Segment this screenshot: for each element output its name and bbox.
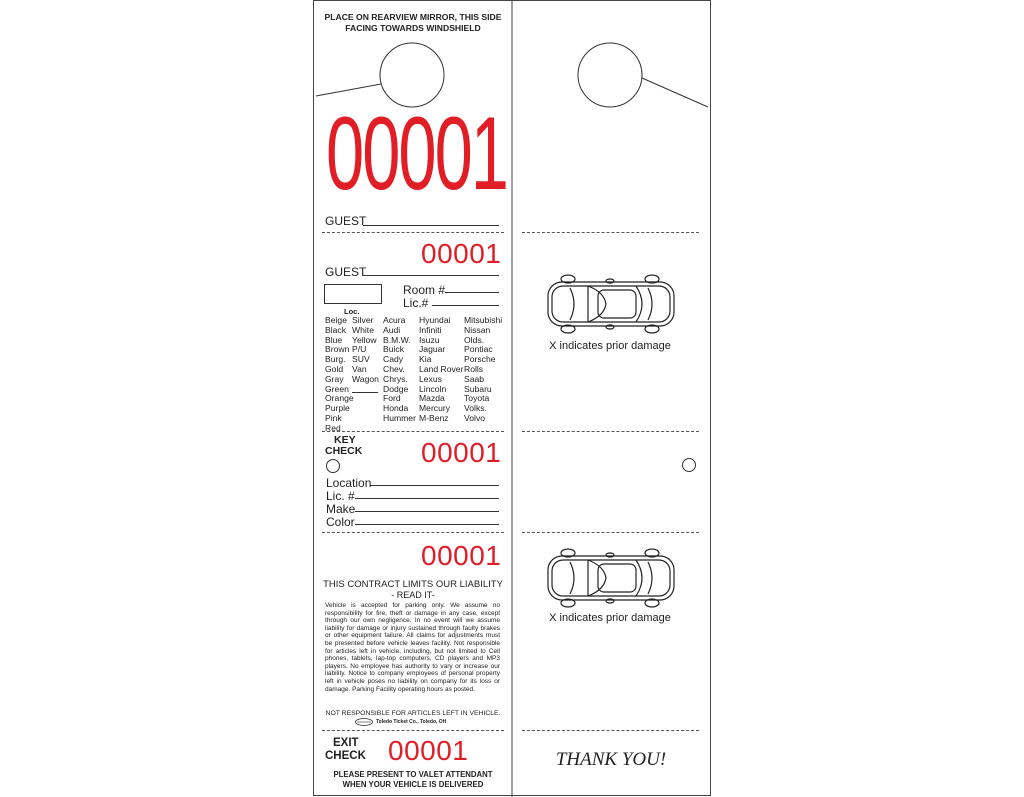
- guest-line: [363, 225, 499, 226]
- exit-word: EXIT: [333, 737, 359, 749]
- loc-label: Loc.: [344, 307, 360, 316]
- location-line: [370, 485, 499, 486]
- key-check-number: 00001: [421, 437, 502, 468]
- perforation: [322, 532, 504, 533]
- key-ring-hole: [326, 459, 340, 473]
- make-option: Hummer: [383, 412, 416, 423]
- make-option: Acura: [383, 315, 406, 325]
- make-option: Jaguar: [419, 344, 446, 355]
- exit-check-word: CHECK: [325, 749, 366, 762]
- present-instruction-1: PLEASE PRESENT TO VALET ATTENDANT: [333, 770, 493, 779]
- make-option: Porsche: [464, 354, 496, 365]
- guest-line-2: [363, 275, 499, 276]
- color-option: Black: [325, 324, 347, 335]
- colors-column-2: [352, 316, 379, 385]
- make-option: Ford: [383, 393, 401, 404]
- make-option: Mitsubishi: [464, 315, 503, 325]
- key-check-label: [325, 434, 363, 457]
- lic-number-line: [355, 498, 499, 499]
- make-option: Chev.: [383, 363, 405, 374]
- key-ring-hole-right: [682, 458, 696, 472]
- check-word: CHECK: [325, 445, 363, 457]
- guest-label: GUEST: [325, 214, 367, 228]
- color-option: Wagon: [352, 373, 379, 384]
- make-option: Lincoln: [419, 383, 447, 394]
- color-option: Silver: [352, 315, 374, 325]
- other-color-line: [352, 392, 378, 393]
- damage-caption-top: X indicates prior damage: [549, 340, 671, 352]
- printer-logo: [355, 718, 373, 726]
- room-line: [445, 292, 499, 293]
- make-option: Volks.: [464, 403, 487, 414]
- not-responsible-notice: NOT RESPONSIBLE FOR ARTICLES LEFT IN VEHICLE.: [325, 710, 501, 717]
- guest-label-2: GUEST: [325, 265, 367, 279]
- make-option: Dodge: [383, 383, 409, 394]
- makes-column-3: [464, 316, 502, 424]
- colors-column-1: [325, 316, 354, 434]
- lic-line: [432, 305, 499, 306]
- car-diagram-icon-lower: [544, 546, 678, 610]
- color-option: Van: [352, 363, 367, 374]
- color-option: Orange: [325, 393, 354, 404]
- lic-label: Lic.#: [403, 296, 429, 310]
- make-option: M-Benz: [419, 412, 449, 423]
- perforation: [522, 730, 699, 731]
- location-label: Location: [326, 476, 372, 490]
- perforation: [322, 730, 504, 731]
- make-option: Pontiac: [464, 344, 493, 355]
- color-option: Yellow: [352, 334, 377, 345]
- make-option: Isuzu: [419, 334, 440, 345]
- color-option: Purple: [325, 403, 350, 414]
- color-option: Blue: [325, 334, 343, 345]
- make-option: Hyundai: [419, 315, 451, 325]
- perforation: [522, 232, 699, 233]
- key-word: KEY: [334, 434, 356, 446]
- contract-body: Vehicle is accepted for parking only. We assume no responsibility for fire, theft or damage in any case, except through our own negligence. In no event will we assume liability for damage or injury sustained through faulty brakes or other equipment failure. All claims for adjustments must be presented before vehicle leaves facility. Not responsible for articles left in vehicle, including, but not limited to Cell phones, tablets, lap-top computers, CD players and MP3 players. No employee has authority to vary or increase our liability. Notice to company employees of personal property left in vehicle poses no liability on company for its loss or damage. Parking Facility operating hours as posted.: [325, 602, 500, 693]
- make-line: [355, 511, 499, 512]
- make-option: Mazda: [419, 393, 445, 404]
- color-option: Burg.: [325, 354, 346, 365]
- color-option: P/U: [352, 344, 367, 355]
- contract-title: THIS CONTRACT LIMITS OUR LIABILITY: [323, 579, 503, 590]
- make-option: Kia: [419, 354, 432, 365]
- make-option: Chrys.: [383, 373, 408, 384]
- make-option: Lexus: [419, 373, 442, 384]
- printer-credit: Toledo Ticket Co., Toledo, OH: [376, 719, 447, 725]
- color-option: Beige: [325, 315, 347, 325]
- perforation: [322, 232, 504, 233]
- make-option: Cady: [383, 354, 404, 365]
- makes-column-2: [419, 316, 463, 424]
- color-option: Brown: [325, 344, 350, 355]
- color-label: Color: [326, 515, 355, 529]
- guest-stub-number: 00001: [421, 238, 502, 269]
- make-option: Nissan: [464, 324, 491, 335]
- color-option: Gray: [325, 373, 344, 384]
- color-option: SUV: [352, 354, 370, 365]
- make-option: Saab: [464, 373, 485, 384]
- make-option: Audi: [383, 324, 401, 335]
- make-option: Subaru: [464, 383, 492, 394]
- make-label: Make: [326, 502, 356, 516]
- color-option: Green: [325, 383, 349, 394]
- perforation: [322, 431, 504, 432]
- color-option: White: [352, 324, 374, 335]
- make-option: Olds.: [464, 334, 485, 345]
- mirror-instructions: PLACE ON REARVIEW MIRROR, THIS SIDE FACING TOWARDS WINDSHIELD: [324, 12, 502, 33]
- lic-number-label: Lic. #: [326, 489, 355, 503]
- present-instruction-2: WHEN YOUR VEHICLE IS DELIVERED: [342, 780, 484, 789]
- make-option: Toyota: [464, 393, 490, 404]
- color-option: Gold: [325, 363, 344, 374]
- exit-check-number: 00001: [388, 735, 469, 766]
- exit-check-label: [325, 737, 366, 762]
- make-option: Land Rover: [419, 363, 464, 374]
- thank-you-text: THANK YOU!: [555, 749, 667, 770]
- damage-caption-bottom: X indicates prior damage: [549, 612, 671, 624]
- make-option: Honda: [383, 403, 409, 414]
- room-label: Room #: [403, 283, 446, 297]
- make-option: B.M.W.: [383, 334, 411, 345]
- make-option: Volvo: [464, 412, 486, 423]
- make-option: Rolls: [464, 363, 484, 374]
- makes-column-1: [383, 316, 416, 424]
- color-line: [355, 524, 499, 525]
- big-ticket-number: 00001: [326, 96, 507, 212]
- car-diagram-icon: [544, 272, 678, 336]
- make-option: Buick: [383, 344, 405, 355]
- contract-subtitle: - READ IT-: [391, 590, 435, 600]
- perforation: [522, 532, 699, 533]
- color-option: Pink: [325, 412, 342, 423]
- color-option: Red: [325, 422, 341, 433]
- make-option: Mercury: [419, 403, 451, 414]
- location-box: [324, 284, 382, 304]
- make-option: Infiniti: [419, 324, 442, 335]
- contract-number: 00001: [421, 540, 502, 571]
- perforation: [522, 431, 699, 432]
